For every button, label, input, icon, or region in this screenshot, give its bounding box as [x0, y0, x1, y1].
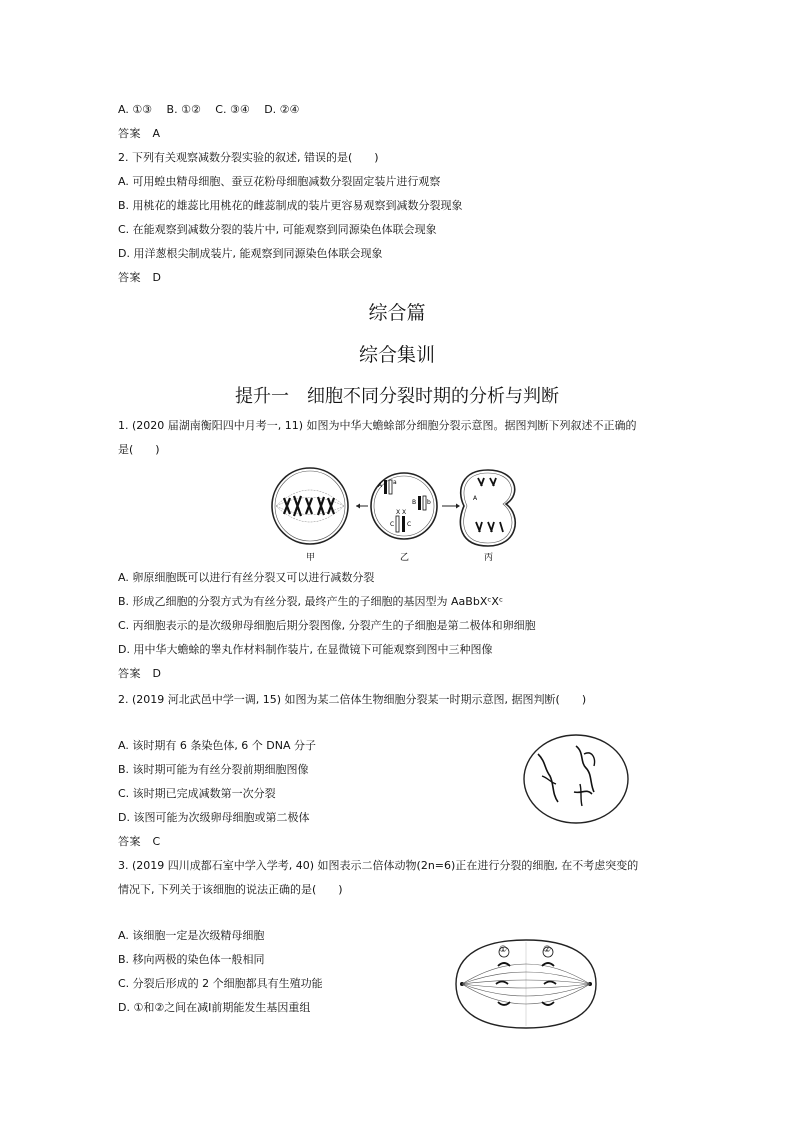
subsection-title: 综合集训: [358, 344, 435, 366]
q1-figure: [270, 464, 525, 564]
topic-title: 提升一 细胞不同分裂时期的分析与判断: [235, 386, 559, 407]
q2-answer: 答案 C: [118, 835, 161, 848]
q1-option-b: B. 形成乙细胞的分裂方式为有丝分裂, 最终产生的子细胞的基因型为 AaBbXᶜXᶜ: [118, 595, 504, 608]
gene-a-lower: a: [393, 479, 397, 486]
q2-stem: 2. (2019 河北武邑中学一调, 15) 如图为某二倍体生物细胞分裂某一时期示意图, 据图判断( ): [118, 693, 587, 706]
cell-bing: [460, 470, 515, 546]
q1-option-c: C. 丙细胞表示的是次级卵母细胞后期分裂图像, 分裂产生的子细胞是第二极体和卵细胞: [118, 619, 536, 632]
q1-label-bing: 丙: [484, 553, 494, 563]
q3-option-d: D. ①和②之间在减Ⅰ前期能发生基因重组: [118, 1001, 311, 1014]
prev-answer: 答案 A: [118, 127, 161, 140]
gene-c1: C: [390, 521, 395, 528]
q2-option-d: D. 该图可能为次级卵母细胞或第二极体: [118, 811, 310, 824]
q2-prev-option-b: B. 用桃花的雄蕊比用桃花的雌蕊制成的装片更容易观察到减数分裂现象: [118, 199, 463, 212]
arrow-yi-to-jia: [356, 504, 368, 509]
q1-stem-line2: 是( ): [118, 443, 160, 456]
q2-prev-answer: 答案 D: [118, 271, 162, 284]
gene-a-upper: A: [378, 482, 383, 489]
q2-prev-option-d: D. 用洋葱根尖制成装片, 能观察到同源染色体联会现象: [118, 247, 383, 260]
gene-x2: X: [402, 509, 407, 516]
q3-stem-line1: 3. (2019 四川成都石室中学入学考, 40) 如图表示二倍体动物(2n=6)正在进行分裂的细胞, 在不考虑突变的: [118, 859, 639, 872]
gene-x1: X: [396, 509, 401, 516]
q1-label-yi: 乙: [400, 553, 410, 563]
q1-option-a: A. 卵原细胞既可以进行有丝分裂又可以进行减数分裂: [118, 571, 375, 584]
prev-options: A. ①③ B. ①② C. ③④ D. ②④: [118, 103, 300, 116]
q3-option-b: B. 移向两极的染色体一般相同: [118, 953, 265, 966]
q3-stem-line2: 情况下, 下列关于该细胞的说法正确的是( ): [118, 883, 343, 896]
q3-figure: [452, 936, 600, 1032]
q2-prev-stem: 2. 下列有关观察减数分裂实验的叙述, 错误的是( ): [118, 151, 379, 164]
gene-c2: C: [407, 521, 412, 528]
q2-option-a: A. 该时期有 6 条染色体, 6 个 DNA 分子: [118, 739, 317, 752]
q2-option-c: C. 该时期已完成减数第一次分裂: [118, 787, 276, 800]
gene-a-bing: A: [473, 495, 478, 502]
gene-b-upper: B: [412, 499, 417, 506]
section-title: 综合篇: [368, 302, 426, 324]
q1-stem-line1: 1. (2020 届湖南衡阳四中月考一, 11) 如图为中华大蟾蜍部分细胞分裂示意图。据图判断下列叙述不正确的: [118, 419, 637, 432]
q2-prev-option-a: A. 可用蝗虫精母细胞、蚕豆花粉母细胞减数分裂固定装片进行观察: [118, 175, 441, 188]
q2-option-b: B. 该时期可能为有丝分裂前期细胞图像: [118, 763, 309, 776]
q1-option-d: D. 用中华大蟾蜍的睾丸作材料制作装片, 在显微镜下可能观察到图中三种图像: [118, 643, 493, 656]
q1-answer: 答案 D: [118, 667, 162, 680]
q1-label-jia: 甲: [306, 553, 316, 563]
gene-b-lower: b: [427, 499, 431, 506]
q3-option-c: C. 分裂后形成的 2 个细胞都具有生殖功能: [118, 977, 323, 990]
q3-option-a: A. 该细胞一定是次级精母细胞: [118, 929, 265, 942]
q3-label-2: ②: [543, 945, 552, 955]
q3-label-1: ①: [499, 945, 508, 955]
q2-prev-option-c: C. 在能观察到减数分裂的装片中, 可能观察到同源染色体联会现象: [118, 223, 437, 236]
cell-jia: [272, 468, 348, 544]
q2-figure: [520, 732, 632, 826]
arrow-yi-to-bing: [442, 504, 460, 509]
